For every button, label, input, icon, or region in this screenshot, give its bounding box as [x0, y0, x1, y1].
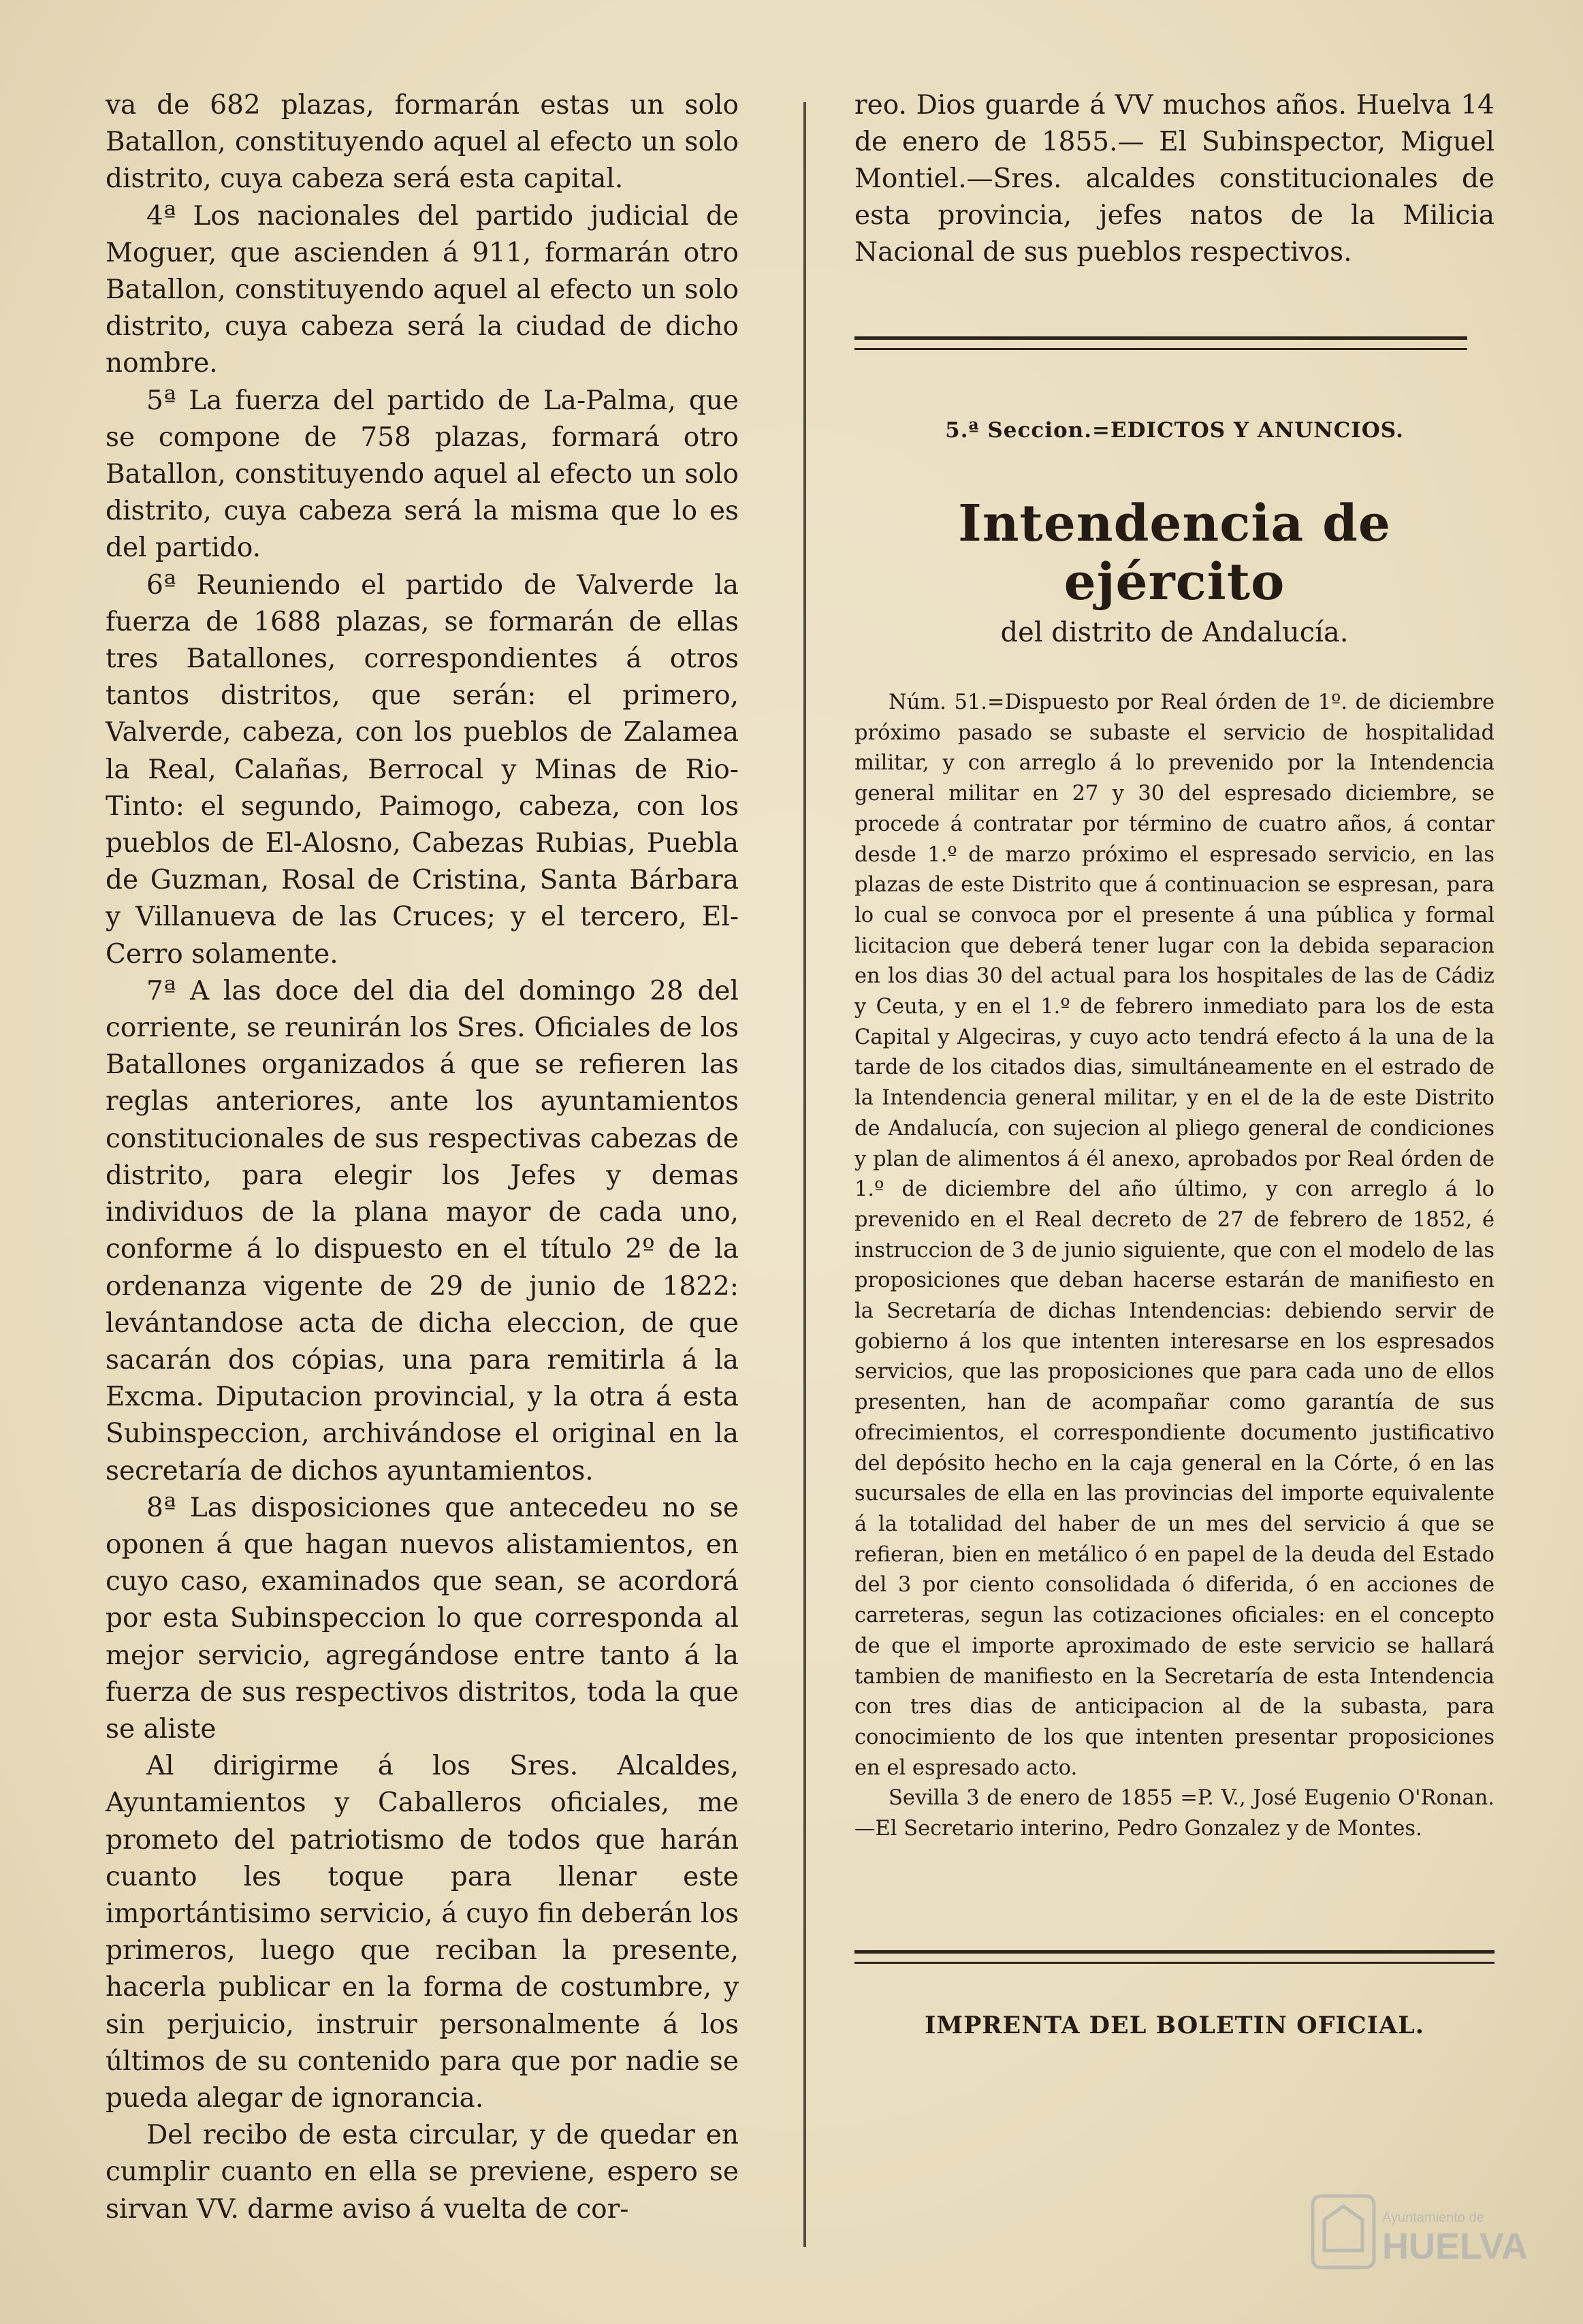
double-rule-top — [854, 336, 1467, 350]
paragraph-rule-5: 5ª La fuerza del partido de La-Palma, que se compone de 758 plazas, formará otro Batallon, constituyendo aquel al efecto un solo distrito, cuya cabeza será la misma que lo es del partido. — [106, 385, 739, 564]
paragraph-rule-7: 7ª A las doce del dia del domingo 28 del corriente, se reunirán los Sres. Oficiales de los Batallones organizados á que se refieren las reglas anteriores, ante los ayuntamientos constitucionales de sus respectivas cabezas de distrito, para elegir los Jefes y demas individuos de la plana mayor de cada uno, conforme á lo dispuesto en el título 2º de la ordenanza vigente de 29 de junio de 1822: levántandose acta de dicha eleccion, de que sacarán dos cópias, una para remitirla á la Excma. Diputacion provincial, y la otra á esta Subinspeccion, archivándose el original en la secretaría de dichos ayuntamientos. — [106, 975, 739, 1486]
edict-signature: Sevilla 3 de enero de 1855 =P. V., José Eugenio O'Ronan.—El Secretario interino, Pedro Gonzalez y de Montes. — [854, 1786, 1494, 1841]
municipal-stamp-logo — [1307, 2182, 1539, 2278]
paragraph-rule-6: 6ª Reuniendo el partido de Valverde la fuerza de 1688 plazas, se formarán de ellas tres Batallones, correspondientes á otros tantos distritos, que serán: el primero, Valverde, cabeza, con los pueblos de Zalamea la Real, Calañas, Berrocal y Minas de Rio-Tinto: el segundo, Paimogo, cabeza, con los pueblos de El-Alosno, Cabezas Rubias, Puebla de Guzman, Rosal de Cristina, Santa Bárbara y Villanueva de las Cruces; y el tercero, El-Cerro solamente. — [106, 569, 739, 970]
printer-imprint: IMPRENTA DEL BOLETIN OFICIAL. — [925, 2011, 1424, 2039]
column-divider — [803, 102, 806, 2247]
paragraph-address: Al dirigirme á los Sres. Alcaldes, Ayuntamientos y Caballeros oficiales, me prometo del patriotismo de todos que harán cuanto les toque para llenar este importántisimo servicio, á cuyo fin deberán los primeros, luego que reciban la presente, hacerla publicar en la forma de costumbre, y sin perjuicio, instruir personalmente á los últimos de su contenido para que por nadie se pueda alegar de ignorancia. — [106, 1751, 739, 2114]
paragraph-receipt: Del recibo de esta circular, y de quedar en cumplir cuanto en ella se previene, espero se sirvan VV. darme aviso á vuelta de cor- — [106, 2120, 739, 2225]
left-column — [106, 87, 739, 2228]
stamp-text-main: HUELVA — [1382, 2226, 1528, 2267]
paragraph-continuation: va de 682 plazas, formarán estas un solo Batallon, constituyendo aquel al efecto un solo distrito, cuya cabeza será esta capital. — [106, 90, 739, 195]
closing-paragraph: reo. Dios guarde á VV muchos años. Huelva 14 de enero de 1855.— El Subinspector, Miguel Montiel.—Sres. alcaldes constitucionales de esta provincia, jefes natos de la Milicia Nacional de sus pueblos respectivos. — [854, 90, 1494, 268]
edict-subtitle: del distrito de Andalucía. — [1000, 617, 1349, 648]
edict-body: Núm. 51.=Dispuesto por Real órden de 1º. de diciembre próximo pasado se subaste el servicio de hospitalidad militar, y con arreglo á lo prevenido por la Intendencia general militar en 27 y 30 del espresado diciembre, se procede á contratar por término de cuatro años, á contar desde 1.º de marzo próximo el espresado servicio, en las plazas de este Distrito que á continuacion se espresan, para lo cual se convoca por el presente á una pública y formal licitacion que deberá tener lugar con la debida separacion en los dias 30 del actual para los hospitales de las de Cádiz y Ceuta, y en el 1.º de febrero inmediato para los de esta Capital y Algeciras, y cuyo acto tendrá efecto á la una de la tarde de los citados dias, simultáneamente en el estrado de la Intendencia general militar, y en el de la de este Distrito de Andalucía, con sujecion al pliego general de condiciones y plan de alimentos á él anexo, aprobados por Real órden de 1.º de diciembre del año último, y con arreglo á lo prevenido en el Real decreto de 27 de febrero de 1852, é instruccion de 3 de junio siguiente, que con el modelo de las proposiciones que deban hacerse estarán de manifiesto en la Secretaría de dichas Intendencias: debiendo servir de gobierno á los que intenten interesarse en los espresados servicios, que las proposiciones que para cada uno de ellos presenten, han de acompañar como garantía de sus ofrecimientos, el correspondiente documento justificativo del depósito hecho en la caja general en la Córte, ó en las sucursales de ella en las provincias del importe equivalente á la totalidad del haber de un mes del servicio á que se refieran, bien en metálico ó en papel de la deuda del Estado del 3 por ciento consolidada ó diferida, ó en acciones de carreteras, segun las cotizaciones oficiales: en el concepto de que el importe aproximado de este servicio se hallará tambien de manifiesto en la Secretaría de esta Intendencia con tres dias de anticipacion al de la subasta, para conocimiento de los que intenten presentar proposiciones en el espresado acto. — [854, 690, 1494, 1780]
section-heading: 5.ª Seccion.=EDICTOS Y ANUNCIOS. — [945, 418, 1404, 443]
right-column — [854, 87, 1494, 2039]
paragraph-rule-8: 8ª Las disposiciones que antecedeu no se oponen á que hagan nuevos alistamientos, en cuyo caso, examinados que sean, se acordorá por esta Subinspeccion lo que corresponda al mejor servicio, agregándose entre tanto á la fuerza de sus respectivos distritos, toda la que se aliste — [106, 1492, 739, 1745]
double-rule-bottom — [854, 1950, 1494, 1964]
paragraph-rule-4: 4ª Los nacionales del partido judicial de Moguer, que ascienden á 911, formarán otro Batallon, constituyendo aquel al efecto un solo distrito, cuya cabeza será la ciudad de dicho nombre. — [106, 200, 739, 379]
edict-title: Intendencia de ejército — [958, 494, 1391, 611]
stamp-text-top: Ayuntamiento de — [1382, 2210, 1484, 2225]
